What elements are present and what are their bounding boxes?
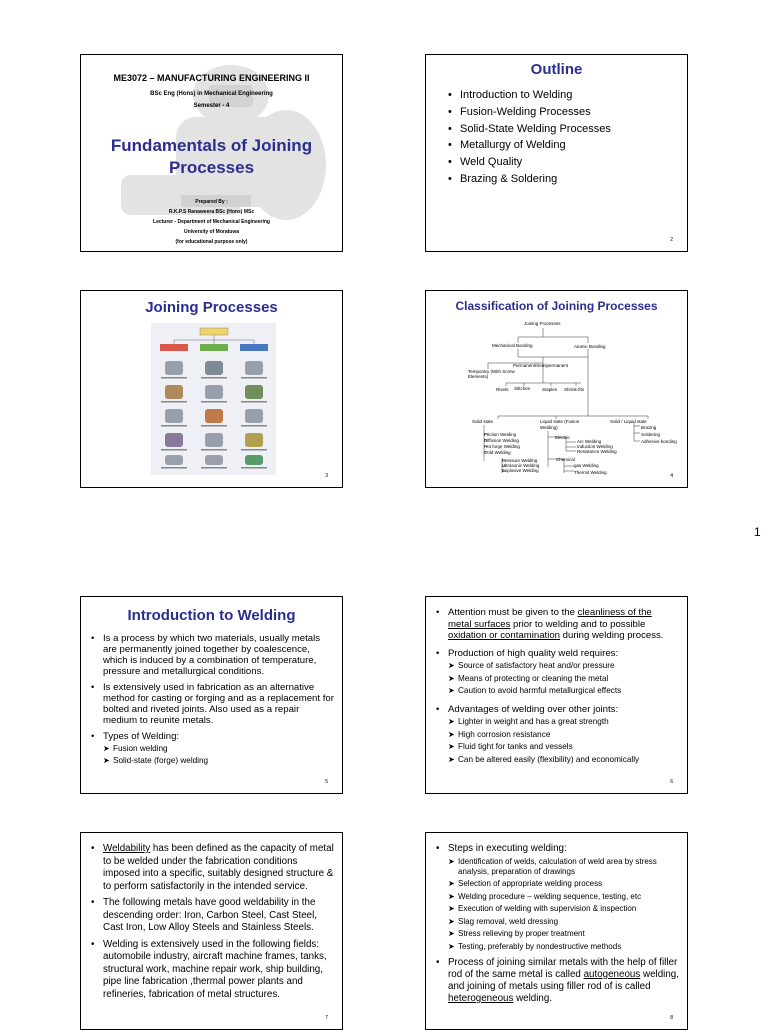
- outline-item: • Weld Quality: [448, 154, 611, 171]
- underlined-term: cleanliness of the metal surfaces: [448, 607, 652, 630]
- text: during welding process.: [560, 630, 664, 641]
- underlined-term: autogeneous: [583, 968, 641, 980]
- slide-number: 4: [670, 473, 673, 479]
- outline-item: • Metallurgy of Welding: [448, 137, 611, 154]
- outline-item: • Solid-State Welding Processes: [448, 121, 611, 138]
- tree-node: Soldering: [641, 432, 661, 437]
- slide-1: [80, 54, 343, 252]
- slide-4: [425, 290, 688, 488]
- tree-node: Ultrasonic Welding: [502, 463, 540, 468]
- execution-steps: [448, 857, 679, 952]
- tree-node: Cold Welding: [484, 450, 511, 455]
- step-item: ➤ Stress relieving by proper treatment: [448, 929, 679, 939]
- step-item: ➤ Selection of appropriate welding process: [448, 879, 679, 889]
- tree-node: Diffusion Welding: [484, 438, 519, 443]
- tree-node: Thermit Welding: [574, 470, 607, 475]
- advantage-item: ➤ Can be altered easily (flexibility) and economically: [448, 754, 677, 767]
- tree-node: Adhesive bonding: [641, 439, 677, 444]
- types-list: [103, 743, 334, 767]
- step-item: ➤ Execution of welding with supervision & inspection: [448, 904, 679, 914]
- slide-number: 5: [325, 779, 328, 785]
- advantage-item: ➤ Lighter in weight and has a great strength: [448, 716, 677, 729]
- tree-node: Brazing: [641, 425, 657, 430]
- tree-node: gas Welding: [574, 463, 599, 468]
- tree-node: Pressure Welding: [502, 458, 538, 463]
- slide-7: [80, 832, 343, 1030]
- requirement-item: ➤ Means of protecting or cleaning the metal: [448, 673, 677, 686]
- text: prior to welding and to possible: [510, 618, 646, 630]
- tree-node: Resistance Welding: [577, 449, 617, 454]
- weldability-bullet: [91, 843, 334, 893]
- intro-list: [91, 633, 334, 767]
- steps-bullet: [436, 957, 679, 1005]
- slide-8: [425, 832, 688, 1030]
- bullet-text: Production of high quality weld requires:: [448, 647, 619, 659]
- slide-number: 2: [670, 237, 673, 243]
- types-label: Types of Welding:: [103, 731, 180, 742]
- text: welding, and joining of metals using filler rod of is called: [448, 968, 679, 992]
- tree-node: Arc Welding: [577, 439, 602, 444]
- tree-node: Joining Processes: [524, 321, 561, 326]
- course-code: ME3072 – MANUFACTURING ENGINEERING II: [113, 73, 310, 83]
- tree-node: Temporary (With Screw Elements): [468, 369, 515, 379]
- slide-number: 8: [670, 1015, 673, 1021]
- text: welding.: [513, 992, 553, 1004]
- tree-node: Induction Welding: [577, 444, 613, 449]
- sheet-page-number: 1: [754, 525, 761, 539]
- underlined-term: heterogeneous: [448, 992, 514, 1004]
- tree-node: Stitches: [514, 386, 531, 391]
- slide-3: [80, 290, 343, 488]
- quality-bullet: [436, 607, 677, 642]
- slide-2: [425, 54, 688, 252]
- tree-node: Mechanical Bonding: [492, 343, 533, 348]
- text: Process of joining similar metals with the help of filler rod of the same metal is called: [448, 956, 678, 980]
- underlined-term: oxidation or contamination: [448, 630, 560, 641]
- requirements-list: [448, 660, 677, 698]
- prepared-by: Prepared By :: [195, 199, 228, 205]
- joining-processes-illustration: [151, 323, 276, 475]
- author-position: Lecturer - Department of Mechanical Engineering: [153, 219, 270, 225]
- requirement-item: ➤ Caution to avoid harmful metallurgical effects: [448, 685, 677, 698]
- classification-tree: [426, 291, 688, 488]
- text: has been defined as the capacity of metal to be welded under the fabrication conditions imposed into a specific, suitably designed structure & to perform satisfactorily in the intended service.: [103, 843, 334, 892]
- type-item: ➤ Fusion welding: [103, 743, 334, 755]
- slide-6: [425, 596, 688, 794]
- quality-bullet: [436, 648, 677, 698]
- steps-bullet: [436, 843, 679, 952]
- tree-node: Liquid state (Fusion Welding): [540, 419, 580, 430]
- tree-node: Staples: [542, 387, 558, 392]
- slide-4-title: Classification of Joining Processes: [455, 299, 658, 313]
- bullet-text: Advantages of welding over other joints:: [448, 703, 619, 715]
- tree-node: Electric: [555, 435, 570, 440]
- slide-3-title: Joining Processes: [145, 299, 278, 316]
- weldability-list: [91, 843, 334, 1001]
- slide-5-title: Introduction to Welding: [127, 607, 296, 624]
- intro-bullet: • Is a process by which two materials, usually metals are permanently joined together by coalescence, which is induced by a combination of temperature, pressure and metallurgical conditions.: [91, 633, 334, 677]
- quality-bullet: [436, 704, 677, 767]
- outline-item: • Brazing & Soldering: [448, 171, 611, 188]
- tree-node: Hot forge Welding: [484, 444, 520, 449]
- weldability-bullet: • Welding is extensively used in the following fields: automobile industry, aircraft machine frames, tanks, structural work, machine repair work, ship building, pipe line fabrication ,thermal power plants and refineries, fabrication of metal structures.: [91, 939, 334, 1002]
- tree-node: Chemical: [556, 457, 575, 462]
- step-item: ➤ Slag removal, weld dressing: [448, 917, 679, 927]
- semester-line: Semester - 4: [193, 103, 230, 109]
- tree-node: Shrink-fits: [564, 387, 585, 392]
- advantage-item: ➤ High corrosion resistance: [448, 729, 677, 742]
- slide-number: 6: [670, 779, 673, 785]
- tree-node: Rivets: [496, 387, 509, 392]
- slide-2-title: Outline: [530, 61, 583, 78]
- advantage-item: ➤ Fluid tight for tanks and vessels: [448, 741, 677, 754]
- step-item: ➤ Identification of welds, calculation of weld area by stress analysis, preparation of drawings: [448, 857, 679, 877]
- slide-number: 7: [325, 1015, 328, 1021]
- tree-node: Solid state: [472, 419, 494, 424]
- outline-item: • Fusion-Welding Processes: [448, 104, 611, 121]
- tree-node: Solid / Liquid state: [610, 419, 647, 424]
- advantages-list: [448, 716, 677, 766]
- text: Attention must be given to the: [448, 607, 578, 618]
- slide-5: [80, 596, 343, 794]
- intro-bullet: • Is extensively used in fabrication as an alternative method for casting or forging and as a replacement for bolted and riveted joints. Also used as a repair medium to reunite metals.: [91, 682, 334, 726]
- tree-node: Friction Welding: [484, 432, 517, 437]
- outline-list: [448, 87, 611, 188]
- usage-note: (for educational purpose only): [175, 239, 248, 245]
- intro-bullet: [91, 731, 334, 767]
- steps-list: [436, 843, 679, 1005]
- author-name: R.K.P.S Ranaweera BSc (Hons) MSc: [168, 209, 255, 215]
- tree-node: Atomic Bonding: [574, 344, 606, 349]
- step-item: ➤ Welding procedure – welding sequence, testing, etc: [448, 892, 679, 902]
- university: University of Moratuwa: [183, 229, 239, 235]
- quality-list: [436, 607, 677, 766]
- weldability-bullet: • The following metals have good weldability in the descending order: Iron, Carbon Steel, Cast Steel, Cast Iron, Low Alloy Steels and Stainless Steels.: [91, 897, 334, 935]
- tree-node: Explosive Welding: [502, 468, 539, 473]
- slide-number: 3: [325, 473, 328, 479]
- tree-node: Permanent/Semipermanent: [513, 363, 569, 368]
- slide-1-title: Fundamentals of Joining Processes: [110, 136, 313, 177]
- type-item: ➤ Solid-state (forge) welding: [103, 755, 334, 767]
- underlined-term: Weldability: [103, 843, 151, 854]
- degree-line: BSc Eng (Hons) in Mechanical Engineering: [150, 91, 273, 97]
- step-item: ➤ Testing, preferably by nondestructive methods: [448, 942, 679, 952]
- outline-item: • Introduction to Welding: [448, 87, 611, 104]
- bullet-text: Steps in executing welding:: [448, 843, 567, 854]
- requirement-item: ➤ Source of satisfactory heat and/or pressure: [448, 660, 677, 673]
